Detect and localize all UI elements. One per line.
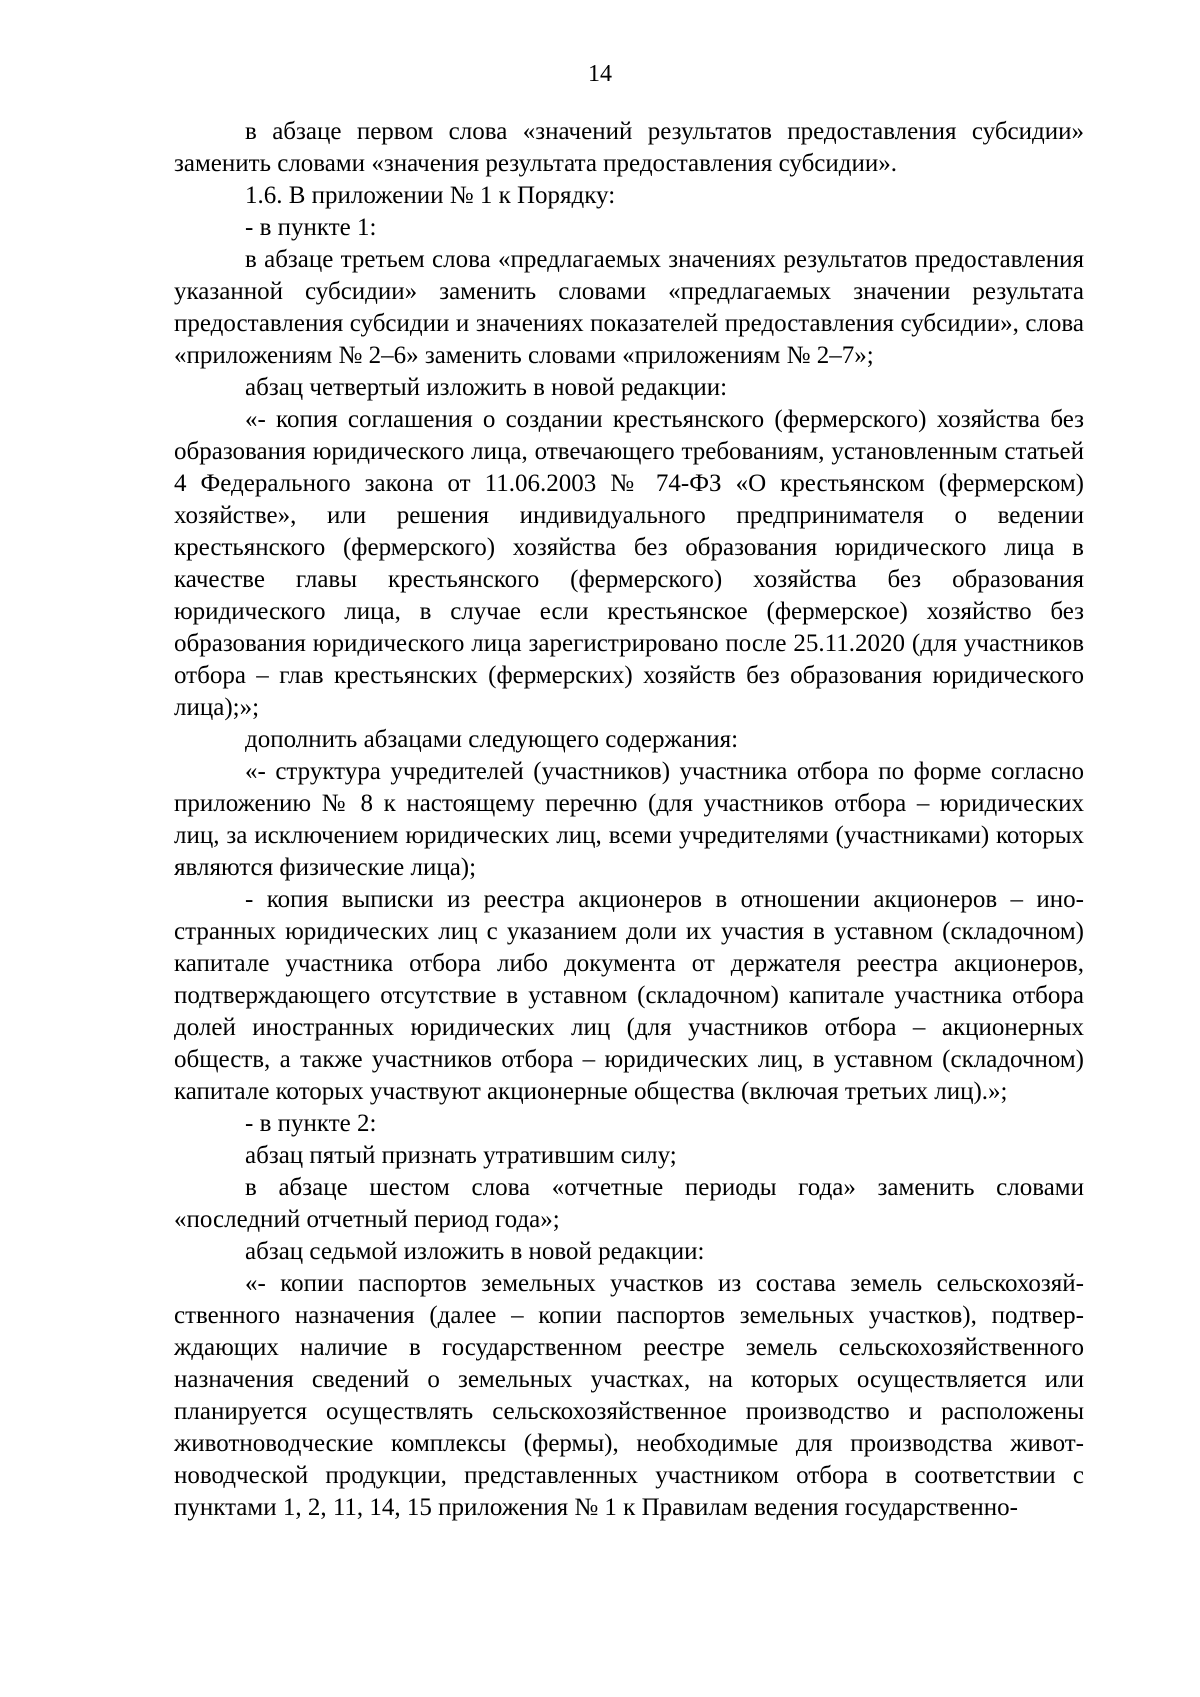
paragraph-3: - в пункте 1: <box>245 214 377 241</box>
paragraph-11: абзац пятый признать утратившим силу; <box>245 1142 677 1169</box>
paragraph-2: 1.6. В приложении № 1 к Порядку: <box>245 182 616 209</box>
paragraph-10: - в пункте 2: <box>245 1110 377 1137</box>
paragraph-1: в абзаце первом слова «значений результатов предоставления субсидии» заменить словами «значения результата предоставления субсидии». <box>174 118 1084 177</box>
document-body <box>174 116 1084 1524</box>
paragraph-5: абзац четвертый изложить в новой редакции: <box>245 374 728 401</box>
paragraph-13: абзац седьмой изложить в новой редакции: <box>245 1238 705 1265</box>
paragraph-8: «- структура учредителей (участников) участника отбора по форме согласно приложению № 8 к настоящему перечню (для участников отбора – юридических лиц, за исключением юридических лиц, всеми учредителями (участниками) которых являются физические лица); <box>174 758 1084 881</box>
paragraph-12: в абзаце шестом слова «отчетные периоды года» заменить словами «последний отчетный период года»; <box>174 1174 1084 1233</box>
paragraph-6: «- копия соглашения о создании крестьянского (фермерского) хозяйства без образования юридического лица, отвечающего требованиям, установленным статьей 4 Федерального закона от 11.06.2003 № 74-ФЗ «О крестьянском (фермерском) хозяйстве», или решения индивидуального предпринимателя о ведении крестьянского (фермерского) хозяйства без образования юридического лица в качестве главы крестьянского (фермерского) хозяйства без образования юридического лица, в случае если крестьянское (фермерское) хозяйство без образования юридического лица зарегистрировано после 25.11.2020 (для участников отбора – глав крестьянских (фермерских) хозяйств без образования юридического лица);»; <box>174 406 1084 721</box>
paragraph-4: в абзаце третьем слова «предлагаемых значениях результатов предоставления указанной субсидии» заменить словами «предлагаемых значении результата предоставления субсидии и значениях показателей предоставления субсидии», слова «приложениям № 2–6» заменить словами «приложениям № 2–7»; <box>174 246 1084 369</box>
paragraph-14: «- копии паспортов земельных участков из состава земель сельскохозяйственного назначения (далее – копии паспортов земельных участков), подтверждающих наличие в государственном реестре земель сельскохозяйственного назначения сведений о земельных участках, на которых осуществляется или планируется осуществлять сельскохозяйственное производство и расположены животноводческие комплексы (фермы), необходимые для производства животноводческой продукции, представленных участником отбора в соответствии с пунктами 1, 2, 11, 14, 15 приложения № 1 к Правилам ведения государственно- <box>174 1270 1084 1521</box>
page-number: 14 <box>588 61 612 87</box>
paragraph-9: - копия выписки из реестра акционеров в отношении акционеров – иностранных юридических лиц с указанием доли их участия в уставном (складочном) капитале участника отбора либо документа от держателя реестра акционеров, подтверждающего отсутствие в уставном (складочном) капитале участника отбора долей иностранных юридических лиц (для участников отбора – акционерных обществ, а также участников отбора – юридических лиц, в уставном (складочном) капитале которых участвуют акционерные общества (включая третьих лиц).»; <box>174 886 1084 1105</box>
paragraph-7: дополнить абзацами следующего содержания: <box>245 726 739 753</box>
